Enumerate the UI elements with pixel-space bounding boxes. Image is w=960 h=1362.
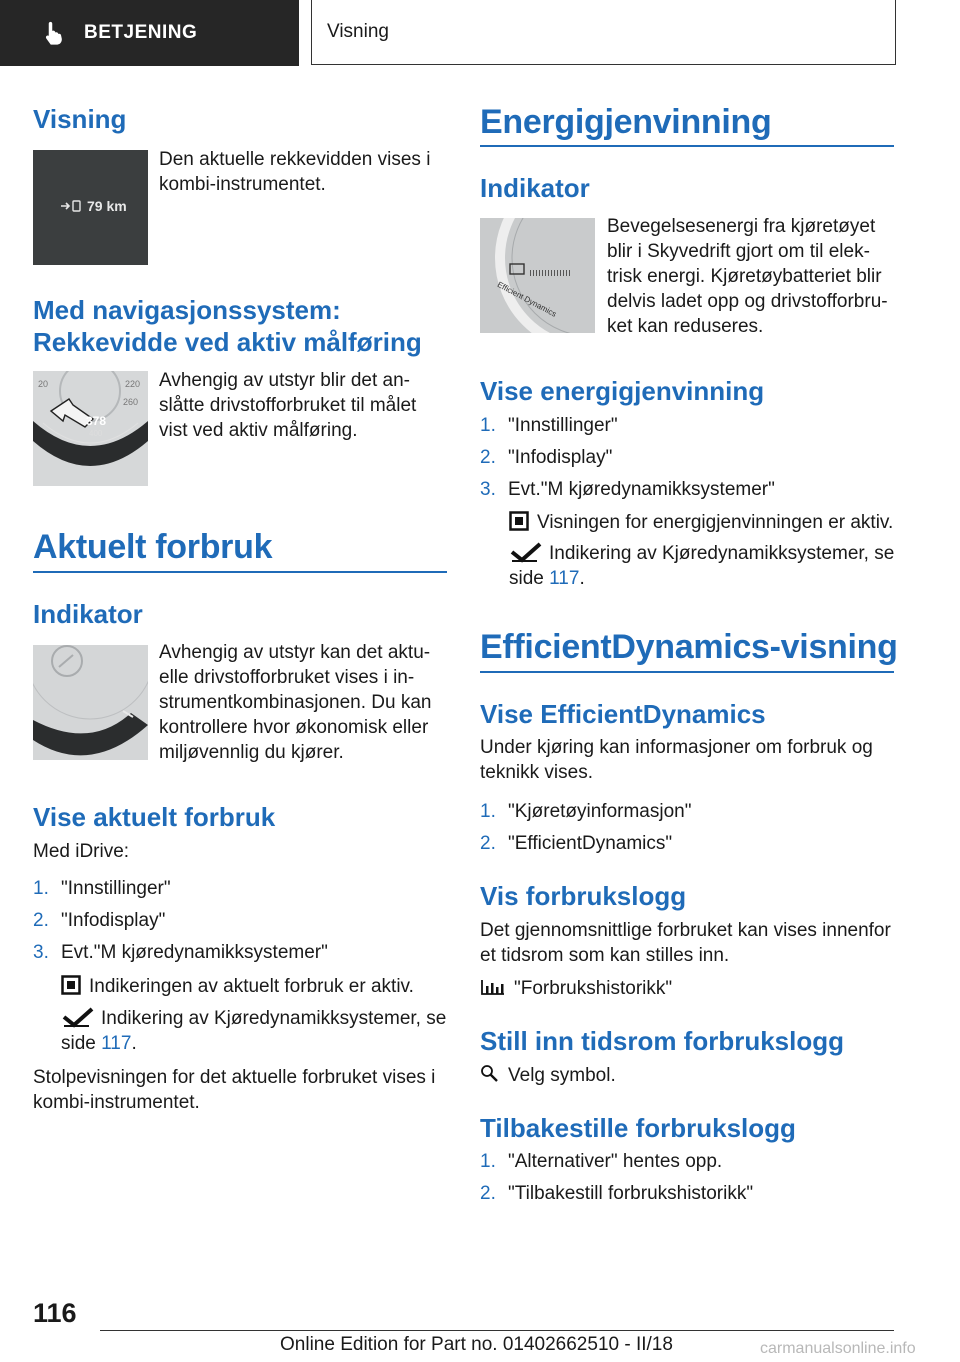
side-label: side: [509, 568, 544, 589]
indikator-heading-right: Indikator: [480, 173, 590, 203]
list-item: [33, 876, 171, 901]
page-link[interactable]: 117: [101, 1033, 132, 1054]
vise-ed-heading: Vise EfficientDynamics: [480, 699, 766, 729]
tidsrom-heading: Still inn tidsrom forbrukslogg: [480, 1026, 844, 1056]
aktuelt-forbruk-heading: Aktuelt forbruk: [33, 528, 273, 566]
list-text: Evt."M kjøredynamikksystemer": [508, 479, 775, 500]
list-item: [480, 1149, 722, 1174]
list-number: 1.: [480, 801, 496, 822]
efficientdynamics-heading: EfficientDynamics-visning: [480, 628, 898, 666]
forbrukslogg-heading: Vis forbrukslogg: [480, 881, 687, 911]
heading-rule: [480, 145, 894, 147]
list-item: [33, 940, 328, 965]
checkbox-icon: [509, 511, 529, 531]
list-item: [480, 477, 775, 502]
vise-ed-text: Under kjøring kan informasjoner om forbruk og teknikk vises.: [480, 737, 873, 783]
option-check-text: Indikering av Kjøredynamikksystemer, se: [101, 1008, 447, 1029]
indikator-heading: Indikator: [33, 599, 143, 629]
list-text: "Tilbakestill forbrukshistorikk": [508, 1183, 754, 1204]
indikator-text: Avhengig av utstyr kan det aktu-elle drivstofforbruket vises i in-strumentkombinasjonen. Du kan kontrollere hvor økonomisk eller miljøvennlig du kjører.: [159, 642, 432, 763]
option-checkbox: [61, 974, 451, 999]
hand-pointer-icon: [40, 19, 68, 47]
list-number: 1.: [480, 415, 496, 436]
forbrukshistorikk-item: [480, 976, 672, 1001]
list-number: 3.: [480, 479, 496, 500]
list-item: [480, 1181, 753, 1206]
nav-heading-line-2: Rekkevidde ved aktiv målføring: [33, 327, 422, 357]
nav-readout: 378: [86, 414, 107, 428]
nav-scale-4: 400: [89, 429, 103, 438]
list-number: 2.: [480, 1183, 496, 1204]
list-item: [480, 413, 618, 438]
option-check: [509, 541, 899, 566]
nav-scale-3: 260: [123, 397, 139, 407]
edition-text: Online Edition for Part no. 01402662510 - II/18: [280, 1334, 673, 1355]
list-number: 2.: [480, 833, 496, 854]
heading-rule: [480, 671, 894, 673]
velg-symbol-item: [480, 1063, 616, 1088]
checkbox-icon: [61, 975, 81, 995]
list-number: 3.: [33, 942, 49, 963]
page-number: 116: [33, 1298, 77, 1328]
bar-chart-icon: [480, 978, 506, 996]
visning-heading: Visning: [33, 104, 127, 134]
list-number: 2.: [480, 447, 496, 468]
list-text: "Infodisplay": [61, 910, 166, 931]
footer-rule: [100, 1330, 894, 1331]
list-item: [480, 445, 612, 470]
list-item: [480, 831, 672, 856]
check-mark-icon: [509, 541, 543, 563]
list-item: [33, 908, 165, 933]
ed-gauge-graphic: [480, 218, 595, 333]
forbrukshistorikk-text: "Forbrukshistorikk": [514, 978, 673, 999]
nav-heading: [33, 294, 453, 358]
nav-text: Avhengig av utstyr blir det an-slåtte drivstofforbruket til målet vist ved aktiv målføring.: [159, 370, 417, 441]
nav-heading-line-1: Med navigasjonssystem:: [33, 295, 341, 325]
list-number: 1.: [480, 1151, 496, 1172]
list-text: "Kjøretøyinformasjon": [508, 801, 692, 822]
nav-scale-1: 20: [38, 379, 49, 389]
option-checkbox-text: Visningen for energigjenvinningen er aktiv.: [537, 512, 894, 533]
velg-symbol-text: Velg symbol.: [508, 1065, 616, 1086]
visning-text: Den aktuelle rekkevidden vises i kombi-instrumentet.: [159, 149, 431, 195]
list-text: "Alternativer" hentes opp.: [508, 1151, 723, 1172]
range-display-image: [33, 150, 148, 265]
list-text: "Innstillinger": [61, 878, 171, 899]
list-number: 2.: [33, 910, 49, 931]
consumption-gauge-graphic: [33, 645, 148, 760]
option-checkbox-text: Indikeringen av aktuelt forbruk er aktiv.: [89, 976, 414, 997]
tilbakestille-heading: Tilbakestille forbrukslogg: [480, 1113, 796, 1143]
energigjenvinning-heading: Energigjenvinning: [480, 103, 772, 141]
option-check-ref: side 117.: [509, 568, 585, 589]
range-display-value: 79 km: [87, 198, 127, 214]
list-text: Evt."M kjøredynamikksystemer": [61, 942, 328, 963]
nav-scale-2: 220: [125, 379, 141, 389]
forbrukslogg-text: Det gjennomsnittlige forbruket kan vises innenfor et tidsrom som kan stilles inn.: [480, 920, 891, 966]
vise-energi-heading: Vise energigjenvinning: [480, 376, 765, 406]
nav-range-image: [33, 371, 148, 486]
vise-intro: Med iDrive:: [33, 841, 130, 862]
option-check-text: Indikering av Kjøredynamikksystemer, se: [549, 543, 895, 564]
list-text: "Innstillinger": [508, 415, 618, 436]
option-check-ref: side 117.: [61, 1033, 137, 1054]
topic-title: Visning: [327, 21, 389, 42]
list-text: "Infodisplay": [508, 447, 613, 468]
topic-header: [311, 0, 896, 65]
vise-aktuelt-heading: Vise aktuelt forbruk: [33, 802, 276, 832]
list-number: 1.: [33, 878, 49, 899]
search-icon: [480, 1064, 500, 1084]
list-text: "EfficientDynamics": [508, 833, 673, 854]
efficient-dynamics-image: [480, 218, 595, 333]
option-check: [61, 1006, 451, 1031]
indikator-text-right: Bevegelsesenergi fra kjøretøyet blir i Skyvedrift gjort om til elek-trisk energi. Kjøretøybatteriet blir delvis ladet opp og drivstofforbru-ket kan reduseres.: [607, 216, 888, 337]
ed-image-label: Efficient Dynamics: [495, 280, 558, 319]
consumption-gauge-image: [33, 645, 148, 760]
check-mark-icon: [61, 1006, 95, 1028]
closing-text: Stolpevisningen for det aktuelle forbruket vises i kombi-instrumentet.: [33, 1067, 436, 1113]
section-title: BETJENING: [84, 22, 198, 43]
page-link[interactable]: 117: [549, 568, 580, 589]
watermark: carmanualsonline.info: [760, 1340, 916, 1357]
side-label: side: [61, 1033, 96, 1054]
heading-rule: [33, 571, 447, 573]
section-tab[interactable]: [0, 0, 299, 66]
option-checkbox: [509, 510, 899, 535]
list-item: [480, 799, 691, 824]
